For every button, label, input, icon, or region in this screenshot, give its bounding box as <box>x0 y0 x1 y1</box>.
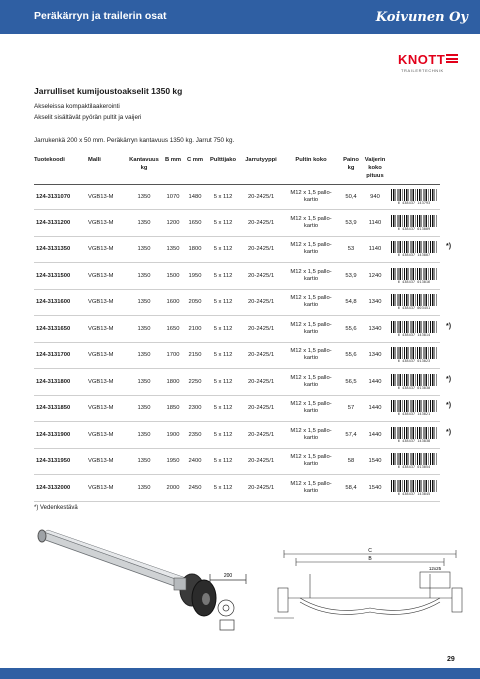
cell-bolt <box>282 316 340 343</box>
col-header-bolt: Pultin koko <box>295 157 327 163</box>
cell-load: 1350 <box>137 325 151 332</box>
cell-brake: 20-2425/1 <box>247 484 275 491</box>
cell-pcd: 5 x 112 <box>213 405 233 412</box>
table-row <box>34 185 440 210</box>
col-header-barcode <box>388 154 440 185</box>
cell-b: 1350 <box>166 246 180 253</box>
cell-cable: 1540 <box>368 458 382 465</box>
cell-cable: 1140 <box>368 246 382 253</box>
cell-bolt <box>282 475 340 502</box>
cell-c: 1650 <box>188 219 202 226</box>
cell-model: VGB13-M <box>88 431 114 438</box>
cell-b: 1650 <box>166 325 180 332</box>
cell-brake: 20-2425/1 <box>247 299 275 306</box>
table-header-row <box>34 154 440 185</box>
col-header-brake: Jarrutyyppi <box>245 157 277 163</box>
cell-c: 1950 <box>188 272 202 279</box>
barcode-icon <box>391 374 437 386</box>
bolt-line-1: M12 x 1,5 pallo- <box>290 401 332 408</box>
cell-code: 124-3131900 <box>36 431 71 438</box>
barcode-digits: 6 438437 003451 <box>397 306 431 311</box>
col-header-weight: Paino kg <box>343 157 359 171</box>
col-header-pcd: Pulttijako <box>209 157 237 163</box>
cell-brake: 20-2425/1 <box>247 431 275 438</box>
cell-code: 124-3131600 <box>36 299 71 306</box>
koivunen-logo: Koivunen Oy <box>375 10 468 25</box>
bolt-line-1: M12 x 1,5 pallo- <box>290 295 332 302</box>
barcode-icon <box>391 215 437 227</box>
barcode-digits: 6 438437 143845 <box>397 491 431 496</box>
barcode-icon <box>391 427 437 439</box>
cell-c: 2050 <box>188 299 202 306</box>
cell-b: 1700 <box>166 352 180 359</box>
cell-bolt <box>282 289 340 316</box>
cell-bolt <box>282 422 340 449</box>
cell-barcode <box>388 263 440 290</box>
page-title: Jarrulliset kumijoustoakselit 1350 kg <box>34 86 183 96</box>
cell-cable: 1140 <box>368 219 382 226</box>
intro-line-1: Akseleissa kompaktilaakerointi <box>34 103 120 110</box>
cell-brake: 20-2425/1 <box>247 405 275 412</box>
col-header-b: B mm <box>164 157 182 163</box>
cell-bolt <box>282 210 340 237</box>
cell-weight: 53 <box>347 246 355 253</box>
barcode-icon <box>391 400 437 412</box>
cell-b: 2000 <box>166 484 180 491</box>
cell-pcd: 5 x 112 <box>213 272 233 279</box>
cell-code: 124-3131850 <box>36 405 71 412</box>
cell-brake: 20-2425/1 <box>247 272 275 279</box>
barcode-digits: 6 438437 013054 <box>397 465 431 470</box>
cell-load: 1350 <box>137 299 151 306</box>
knott-logo <box>398 52 460 78</box>
cell-c: 2100 <box>188 325 202 332</box>
cell-code: 124-3131700 <box>36 352 71 359</box>
cell-b: 1900 <box>166 431 180 438</box>
cell-c: 2300 <box>188 405 202 412</box>
cell-model: VGB13-M <box>88 405 114 412</box>
cell-brake: 20-2425/1 <box>247 246 275 253</box>
cell-b: 1500 <box>166 272 180 279</box>
col-header-code: Tuotekoodi <box>34 157 65 163</box>
cell-pcd: 5 x 112 <box>213 352 233 359</box>
cell-model: VGB13-M <box>88 352 114 359</box>
cell-brake: 20-2425/1 <box>247 194 275 200</box>
dim-c-label: C <box>368 548 372 554</box>
waterproof-mark: *) <box>446 243 452 251</box>
axle-beam <box>38 530 186 588</box>
cell-model: VGB13-M <box>88 458 114 465</box>
table-row <box>34 395 440 422</box>
page-number: 29 <box>447 656 455 663</box>
cell-pcd: 5 x 112 <box>213 299 233 306</box>
cell-weight: 57 <box>347 405 355 412</box>
bolt-line-1: M12 x 1,5 pallo- <box>290 374 332 381</box>
page-header <box>0 0 480 34</box>
cell-load: 1350 <box>137 272 151 279</box>
cell-bolt <box>282 395 340 422</box>
barcode-digits: 6 438437 143814 <box>397 332 431 337</box>
barcode-digits: 6 438437 143821 <box>397 412 431 417</box>
cell-model: VGB13-M <box>88 194 114 200</box>
barcode-icon <box>391 268 437 280</box>
cell-c: 1480 <box>188 194 202 200</box>
axle-technical-drawing <box>270 548 466 636</box>
cell-weight: 58,4 <box>345 484 357 491</box>
barcode-digits: 6 438437 013023 <box>397 359 431 364</box>
cell-cable: 940 <box>370 194 380 200</box>
header-title: Peräkärryn ja trailerin osat <box>34 10 167 22</box>
col-header-model: Malli <box>88 157 101 163</box>
barcode-icon <box>391 453 437 465</box>
footer-bar <box>0 668 480 679</box>
cell-code: 124-3131800 <box>36 378 71 385</box>
cell-load: 1350 <box>137 378 151 385</box>
cell-cable: 1440 <box>368 431 382 438</box>
cell-b: 1950 <box>166 458 180 465</box>
cell-b: 1600 <box>166 299 180 306</box>
barcode-icon <box>391 347 437 359</box>
barcode-icon <box>391 480 437 492</box>
cell-c: 2450 <box>188 484 202 491</box>
axle-product-image <box>34 524 254 642</box>
cell-barcode <box>388 236 440 263</box>
table-row <box>34 316 440 343</box>
table-row <box>34 289 440 316</box>
bolt-line-1: M12 x 1,5 pallo- <box>290 348 332 355</box>
table-row <box>34 422 440 449</box>
cell-c: 1800 <box>188 246 202 253</box>
bolt-line-2: kartio <box>303 222 319 229</box>
cell-cable: 1340 <box>368 352 382 359</box>
cell-weight: 55,6 <box>345 352 357 359</box>
cell-model: VGB13-M <box>88 325 114 332</box>
cell-cable: 1340 <box>368 325 382 332</box>
cell-barcode <box>388 369 440 396</box>
cell-weight: 50,4 <box>345 194 357 200</box>
cell-brake: 20-2425/1 <box>247 352 275 359</box>
cell-code: 124-3131350 <box>36 246 71 253</box>
bolt-line-1: M12 x 1,5 pallo- <box>290 215 332 222</box>
cell-code: 124-3131500 <box>36 272 71 279</box>
cell-b: 1800 <box>166 378 180 385</box>
cell-bolt <box>282 342 340 369</box>
intro-line-3: Jarrukenkä 200 x 50 mm. Peräkärryn kantavuus 1350 kg. Jarrut 750 kg. <box>34 137 235 144</box>
waterproof-mark: *) <box>446 428 452 436</box>
cell-code: 124-3131950 <box>36 458 71 465</box>
cell-cable: 1440 <box>368 405 382 412</box>
knott-logo-word: KNOTT <box>398 52 446 67</box>
cell-cable: 1340 <box>368 299 382 306</box>
bolt-line-2: kartio <box>303 249 319 256</box>
cell-cable: 1240 <box>368 272 382 279</box>
cell-brake: 20-2425/1 <box>247 378 275 385</box>
bolt-line-1: M12 x 1,5 pallo- <box>290 427 332 434</box>
cell-c: 2150 <box>188 352 202 359</box>
cell-load: 1350 <box>137 431 151 438</box>
cell-pcd: 5 x 112 <box>213 378 233 385</box>
table-row <box>34 369 440 396</box>
bolt-line-2: kartio <box>303 355 319 362</box>
cell-load: 1350 <box>137 194 151 200</box>
cell-bolt <box>282 236 340 263</box>
cell-cable: 1540 <box>368 484 382 491</box>
bolt-line-1: M12 x 1,5 pallo- <box>290 480 332 487</box>
cell-barcode <box>388 448 440 475</box>
product-table <box>34 154 440 502</box>
dim-200-label: 200 <box>223 573 233 579</box>
table-row <box>34 210 440 237</box>
cell-bolt <box>282 263 340 290</box>
waterproof-mark: *) <box>446 402 452 410</box>
barcode-digits: 6 438437 013016 <box>397 279 431 284</box>
barcode-digits: 6 438437 013009 <box>397 226 431 231</box>
cell-brake: 20-2425/1 <box>247 458 275 465</box>
table-row <box>34 342 440 369</box>
cell-weight: 54,8 <box>345 299 357 306</box>
cell-load: 1350 <box>137 405 151 412</box>
cell-load: 1350 <box>137 352 151 359</box>
cell-b: 1200 <box>166 219 180 226</box>
cell-barcode <box>388 475 440 502</box>
cell-barcode <box>388 210 440 237</box>
cell-model: VGB13-M <box>88 246 114 253</box>
barcode-digits: 6 438437 143793 <box>397 201 431 205</box>
cell-model: VGB13-M <box>88 299 114 306</box>
cell-pcd: 5 x 112 <box>213 458 233 465</box>
knott-stripes-icon <box>446 54 458 66</box>
cell-barcode <box>388 422 440 449</box>
bolt-line-2: kartio <box>303 487 319 494</box>
cell-weight: 58 <box>347 458 355 465</box>
cell-load: 1350 <box>137 246 151 253</box>
barcode-icon <box>391 241 437 253</box>
waterproof-mark: *) <box>446 322 452 330</box>
cell-code: 124-3131200 <box>36 219 71 226</box>
cell-cable: 1440 <box>368 378 382 385</box>
bolt-line-1: M12 x 1,5 pallo- <box>290 242 332 249</box>
bolt-line-2: kartio <box>303 461 319 468</box>
cell-weight: 55,6 <box>345 325 357 332</box>
cell-load: 1350 <box>137 219 151 226</box>
table-row <box>34 236 440 263</box>
cell-pcd: 5 x 112 <box>213 325 233 332</box>
barcode-icon <box>391 294 437 306</box>
bolt-line-1: M12 x 1,5 pallo- <box>290 454 332 461</box>
cell-barcode <box>388 342 440 369</box>
cell-code: 124-3132000 <box>36 484 71 491</box>
cell-pcd: 5 x 112 <box>213 484 233 491</box>
cell-weight: 53,9 <box>345 272 357 279</box>
bolt-line-2: kartio <box>303 275 319 282</box>
table-row <box>34 263 440 290</box>
barcode-digits: 6 438437 143807 <box>397 253 431 258</box>
cell-code: 124-3131070 <box>36 194 71 200</box>
cell-pcd: 5 x 112 <box>213 431 233 438</box>
cell-b: 1070 <box>166 194 180 200</box>
knott-logo-sub: TRAILERTECHNIK <box>401 68 444 73</box>
cell-pcd: 5 x 112 <box>213 219 233 226</box>
col-header-cable: Vaijerin koko pituus <box>364 157 386 179</box>
cell-barcode <box>388 185 440 210</box>
bolt-line-2: kartio <box>303 434 319 441</box>
cell-barcode <box>388 316 440 343</box>
cell-brake: 20-2425/1 <box>247 219 275 226</box>
cell-weight: 53,9 <box>345 219 357 226</box>
dim-b-label: B <box>368 556 372 562</box>
bolt-line-2: kartio <box>303 408 319 415</box>
barcode-icon <box>391 189 437 201</box>
col-header-c: C mm <box>186 157 204 163</box>
cell-code: 124-3131650 <box>36 325 71 332</box>
cell-bolt <box>282 448 340 475</box>
cell-b: 1850 <box>166 405 180 412</box>
dim-a-label: 12x25 <box>428 566 442 571</box>
bolt-line-1: M12 x 1,5 pallo- <box>290 190 332 196</box>
table-row <box>34 448 440 475</box>
table-row <box>34 475 440 502</box>
cell-bolt <box>282 185 340 210</box>
cell-bolt <box>282 369 340 396</box>
cell-model: VGB13-M <box>88 378 114 385</box>
bolt-line-2: kartio <box>303 381 319 388</box>
bolt-line-2: kartio <box>303 302 319 309</box>
cell-barcode <box>388 289 440 316</box>
intro-line-2: Akselit sisältävät pyörän pultit ja vaijeri <box>34 114 142 121</box>
cell-load: 1350 <box>137 458 151 465</box>
barcode-digits: 6 438437 013030 <box>397 385 431 390</box>
cell-weight: 57,4 <box>345 431 357 438</box>
cell-model: VGB13-M <box>88 272 114 279</box>
cell-brake: 20-2425/1 <box>247 325 275 332</box>
cell-c: 2400 <box>188 458 202 465</box>
cell-model: VGB13-M <box>88 219 114 226</box>
cell-pcd: 5 x 112 <box>213 246 233 253</box>
footnote: *) Vedenkestävä <box>34 505 78 511</box>
col-header-load: Kantavuus kg <box>129 157 159 171</box>
cell-weight: 56,5 <box>345 378 357 385</box>
cell-c: 2250 <box>188 378 202 385</box>
cell-barcode <box>388 395 440 422</box>
bolt-line-1: M12 x 1,5 pallo- <box>290 268 332 275</box>
cell-c: 2350 <box>188 431 202 438</box>
cell-model: VGB13-M <box>88 484 114 491</box>
bolt-line-2: kartio <box>303 328 319 335</box>
barcode-digits: 6 438437 143838 <box>397 438 431 443</box>
barcode-icon <box>391 321 437 333</box>
cell-load: 1350 <box>137 484 151 491</box>
waterproof-mark: *) <box>446 375 452 383</box>
bolt-line-1: M12 x 1,5 pallo- <box>290 321 332 328</box>
cell-pcd: 5 x 112 <box>213 194 233 200</box>
bolt-line-2: kartio <box>303 197 319 203</box>
